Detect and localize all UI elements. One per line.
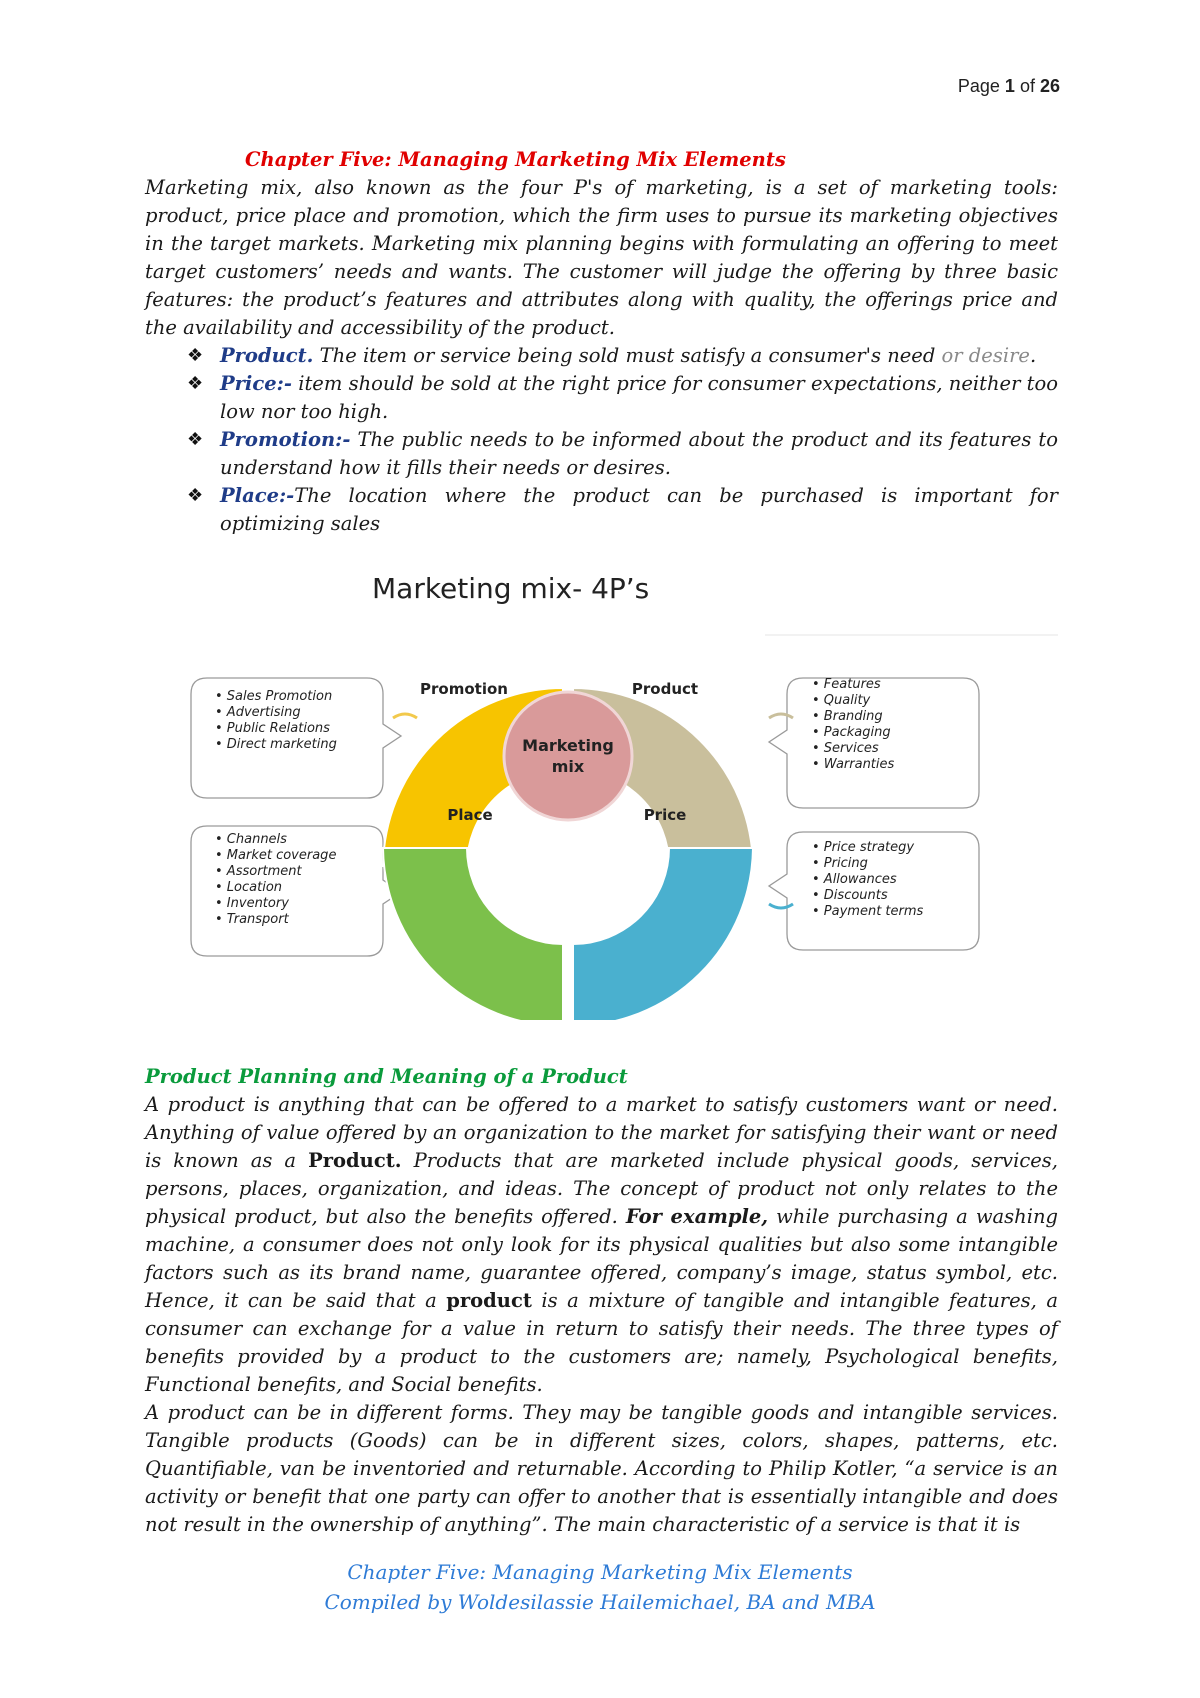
product-forms-paragraph: A product can be in different forms. They may be tangible goods and intangible services. Tangible products (Goods) can be in different sizes, colors, shapes, patterns, etc. Quantifiable, van be inventoried and returnable. According to Philip Kotler, “a service is an activity or benefit that one party can offer to another that is essentially intangible and does not result in the ownership of anything”. The main characteristic of a service is that it is bbox=[145, 1401, 1058, 1536]
place-item: • Assortment bbox=[215, 864, 302, 879]
intro-paragraph: Marketing mix, also known as the four P's of marketing, is a set of marketing tools: product, price place and promotion, which the firm uses to pursue its marketing objectives in the target markets. Marketing mix planning begins with formulating an offering to meet target customers’ needs and wants. The customer will judge the offering by three basic features: the product’s features and attributes along with quality, the offerings price and the availability and accessibility of the product. bbox=[145, 176, 1058, 339]
product-item: • Warranties bbox=[812, 757, 895, 772]
arrow-icon bbox=[393, 714, 417, 718]
promotion-item: • Direct marketing bbox=[215, 737, 337, 752]
text-run: while purchasing a washing machine, a consumer does not only look for its physical qualities but also some intangible factors such as its brand name, guarantee offered, company’s image, status symbol, etc. Hence, it can be said that a bbox=[145, 1205, 1058, 1312]
footer-line-1: Chapter Five: Managing Marketing Mix Elements bbox=[347, 1560, 853, 1584]
place-item: • Market coverage bbox=[215, 848, 337, 863]
bold-product: Product. bbox=[308, 1149, 402, 1172]
price-item: • Allowances bbox=[812, 872, 897, 887]
place-item: • Transport bbox=[215, 912, 289, 927]
center-label-1: Marketing bbox=[522, 736, 614, 755]
price-quadrant bbox=[573, 848, 753, 1020]
definition-price: item should be sold at the right price for consumer expectations, neither too low nor too high. bbox=[220, 372, 1058, 423]
list-item-promotion bbox=[145, 426, 1058, 482]
bullet-icon: ❖ bbox=[187, 345, 204, 366]
definition-product: The item or service being sold must satisfy a consumer's need bbox=[313, 344, 942, 367]
promotion-item: • Sales Promotion bbox=[215, 689, 333, 704]
footer-line-2: Compiled by Woldesilassie Hailemichael, BA and MBA bbox=[324, 1590, 876, 1614]
promotion-label: Promotion bbox=[420, 680, 508, 698]
term-product: Product. bbox=[220, 344, 314, 367]
term-place: Place:- bbox=[220, 484, 295, 507]
bold-for-example: For example, bbox=[625, 1205, 769, 1228]
price-label: Price bbox=[643, 806, 687, 824]
place-item: • Inventory bbox=[215, 896, 289, 911]
place-item: • Channels bbox=[215, 832, 287, 847]
promotion-item: • Advertising bbox=[215, 705, 301, 720]
price-item: • Price strategy bbox=[812, 840, 915, 855]
text-run: Products that are marketed include physical goods, services, persons, places, organization, and ideas. The concept of product not only relates to the physical product, but also the benefits offered. bbox=[145, 1149, 1058, 1228]
page-footer bbox=[0, 1557, 1200, 1617]
product-label: Product bbox=[631, 680, 699, 698]
faint-text: or desire bbox=[941, 344, 1030, 367]
page-number bbox=[958, 76, 1060, 97]
promotion-item: • Public Relations bbox=[215, 721, 330, 736]
period: . bbox=[1029, 344, 1037, 367]
term-price: Price:- bbox=[220, 372, 292, 395]
place-label: Place bbox=[447, 806, 493, 824]
chapter-title: Chapter Five: Managing Marketing Mix Elements bbox=[245, 148, 786, 171]
price-item: • Discounts bbox=[812, 888, 888, 903]
bullet-icon: ❖ bbox=[187, 373, 204, 394]
document-body bbox=[145, 146, 1058, 538]
page-of: of bbox=[1019, 76, 1035, 96]
four-ps-list bbox=[145, 342, 1058, 538]
place-item: • Location bbox=[215, 880, 283, 895]
product-item: • Quality bbox=[812, 693, 871, 708]
arrow-icon bbox=[769, 904, 793, 908]
arrow-icon bbox=[769, 714, 793, 718]
price-item: • Payment terms bbox=[812, 904, 924, 919]
term-promotion: Promotion:- bbox=[220, 428, 351, 451]
product-item: • Packaging bbox=[812, 725, 891, 740]
product-definition-paragraph bbox=[145, 1091, 1058, 1399]
page-total: 26 bbox=[1039, 76, 1060, 96]
section-title: Product Planning and Meaning of a Product bbox=[145, 1065, 628, 1088]
bullet-icon: ❖ bbox=[187, 429, 204, 450]
center-label-2: mix bbox=[551, 757, 585, 776]
price-item: • Pricing bbox=[812, 856, 868, 871]
list-item-place bbox=[145, 482, 1058, 538]
text-run: is a mixture of tangible and intangible features, a consumer can exchange for a value in return to satisfy their needs. The three types of benefits provided by a product to the customers are; namely, Psychological benefits, Functional benefits, and Social benefits. bbox=[145, 1289, 1058, 1396]
definition-place: The location where the product can be purchased is important for optimizing sales bbox=[220, 484, 1058, 535]
page-current: 1 bbox=[1004, 76, 1015, 96]
product-item: • Features bbox=[812, 677, 881, 692]
marketing-mix-diagram bbox=[145, 548, 1058, 1020]
bold-product-2: product bbox=[446, 1289, 532, 1312]
bullet-icon: ❖ bbox=[187, 485, 204, 506]
place-quadrant bbox=[383, 848, 563, 1020]
diagram-title: Marketing mix- 4P’s bbox=[372, 572, 650, 605]
list-item-product bbox=[145, 342, 1058, 370]
page-label: Page bbox=[957, 76, 1000, 96]
list-item-price bbox=[145, 370, 1058, 426]
center-circle bbox=[504, 692, 632, 820]
product-item: • Services bbox=[812, 741, 879, 756]
text-run: A product is anything that can be offered to a market to satisfy customers want or need. Anything of value offered by an organization to the market for satisfying their want or need is known as a bbox=[145, 1093, 1058, 1172]
promotion-items bbox=[215, 689, 337, 752]
product-item: • Branding bbox=[812, 709, 883, 724]
section-product-planning bbox=[145, 1063, 1058, 1539]
definition-promotion: The public needs to be informed about the product and its features to understand how it fills their needs or desires. bbox=[220, 428, 1058, 479]
